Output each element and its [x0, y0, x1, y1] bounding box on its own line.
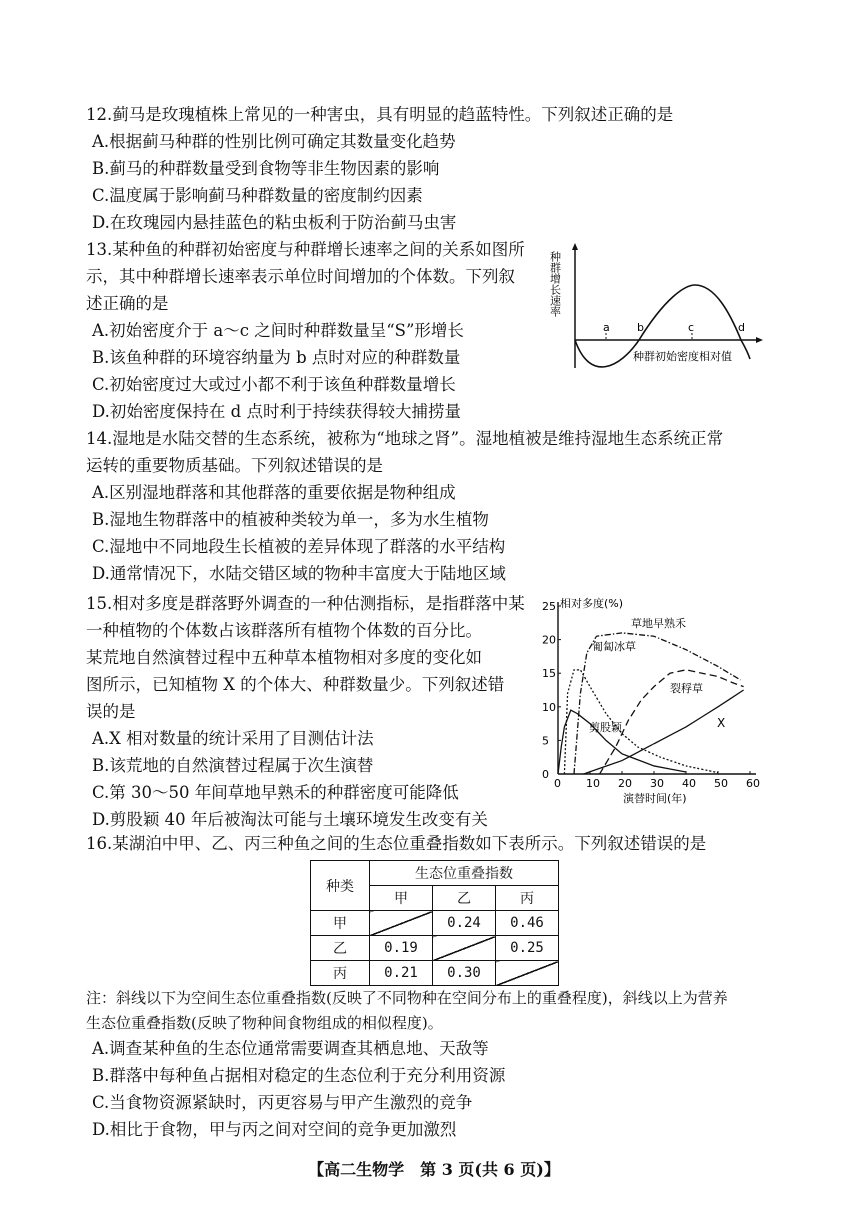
table-row [311, 936, 559, 961]
q13-stem-line-3: 述正确的是 [86, 294, 169, 313]
page-footer: 【高二生物学 第 3 页(共 6 页)】 [308, 1160, 560, 1179]
table-cell: 0.24 [433, 911, 496, 936]
q15-stem-line-4: 图所示，已知植物 X 的个体大、种群数量少。下列叙述错 [86, 675, 505, 694]
q15-y-tick-label: 5 [542, 734, 549, 748]
q15-x-label: 演替时间(年) [623, 792, 687, 805]
q15-y-tick-label: 0 [542, 768, 549, 781]
q13-y-label: 种群增长速率 [548, 251, 562, 317]
q15-series-label-2: 匍匐冰草 [592, 640, 636, 653]
table-col-header: 丙 [496, 886, 559, 911]
q16-option-d: D.相比于食物，甲与丙之间对空间的竞争更加激烈 [92, 1120, 457, 1139]
q13-option-d: D.初始密度保持在 d 点时利于持续获得较大捕捞量 [92, 402, 461, 421]
q13-x-label: 种群初始密度相对值 [633, 350, 732, 363]
q16-option-c: C.当食物资源紧缺时，丙更容易与甲产生激烈的竞争 [92, 1093, 473, 1112]
table-cell: 0.30 [433, 961, 496, 986]
table-diagonal-cell [496, 961, 559, 986]
q12-option-b: B.蓟马的种群数量受到食物等非生物因素的影响 [92, 159, 440, 178]
table-row-header: 丙 [311, 961, 370, 986]
q14-stem-line-1: 14.湿地是水陆交替的生态系统，被称为“地球之肾”。湿地植被是维持湿地生态系统正常 [86, 429, 724, 448]
q13-option-b: B.该鱼种群的环境容纳量为 b 点时对应的种群数量 [92, 348, 461, 367]
q16-note-line-2: 生态位重叠指数(反映了物种间食物组成的相似程度)。 [86, 1014, 443, 1032]
q13-stem-line-1: 13.某种鱼的种群初始密度与种群增长速率之间的关系如图所 [86, 240, 525, 259]
q14-stem-line-2: 运转的重要物质基础。下列叙述错误的是 [86, 456, 383, 475]
q15-stem-line-2: 一种植物的个体数占该群落所有植物个体数的百分比。 [86, 621, 482, 640]
q16-option-a: A.调查某种鱼的生态位通常需要调查其栖息地、天敌等 [92, 1039, 489, 1058]
table-col-header: 甲 [370, 886, 433, 911]
q15-series-label-4: 剪股颖 [589, 721, 622, 734]
q16-note-line-1: 注：斜线以下为空间生态位重叠指数(反映了不同物种在空间分布上的重叠程度)，斜线以上为营养 [86, 989, 728, 1007]
table-cell: 0.25 [496, 936, 559, 961]
q13-label-c: c [688, 321, 695, 334]
q13-option-c: C.初始密度过大或过小都不利于该鱼种群数量增长 [92, 375, 456, 394]
q14-option-d: D.通常情况下，水陆交错区域的物种丰富度大于陆地区域 [92, 564, 506, 583]
q15-x-tick-label: 20 [618, 777, 632, 790]
q15-stem-line-5: 误的是 [86, 702, 136, 721]
table-row-header: 乙 [311, 936, 370, 961]
q14-option-c: C.湿地中不同地段生长植被的差异体现了群落的水平结构 [92, 537, 506, 556]
q15-x-tick-label: 40 [682, 777, 696, 790]
table-diagonal-cell [370, 911, 433, 936]
q15-x-tick-label: 0 [554, 777, 561, 790]
q15-chart [530, 592, 775, 810]
q15-y-label: 相对多度(%) [560, 597, 624, 610]
q15-x-tick-label: 30 [650, 777, 664, 790]
table-row [311, 961, 559, 986]
q12-option-d: D.在玫瑰园内悬挂蓝色的粘虫板利于防治蓟马虫害 [92, 213, 457, 232]
q16-stem: 16.某湖泊中甲、乙、丙三种鱼之间的生态位重叠指数如下表所示。下列叙述错误的是 [86, 834, 707, 853]
q13-label-a: a [603, 321, 610, 334]
q15-stem-line-3: 某荒地自然演替过程中五种草本植物相对多度的变化如 [86, 648, 482, 667]
q14-option-a: A.区别湿地群落和其他群落的重要依据是物种组成 [92, 483, 456, 502]
table-diagonal-cell [433, 936, 496, 961]
q15-option-a: A.X 相对数量的统计采用了目测估计法 [92, 729, 374, 748]
table-corner: 种类 [311, 861, 370, 911]
q14-option-b: B.湿地生物群落中的植被种类较为单一，多为水生植物 [92, 510, 489, 529]
q13-chart [545, 243, 765, 383]
q13-label-d: d [738, 321, 745, 334]
q15-stem-line-1: 15.相对多度是群落野外调查的一种估测指标，是指群落中某 [86, 594, 525, 613]
q13-label-b: b [637, 321, 644, 334]
q15-series-label-5: X [717, 716, 726, 730]
table-cell: 0.19 [370, 936, 433, 961]
q15-x-tick-label: 10 [586, 777, 600, 790]
q15-series-label-1: 草地早熟禾 [631, 617, 686, 630]
q15-option-d: D.剪股颖 40 年后被淘汰可能与土壤环境发生改变有关 [92, 810, 488, 829]
niche-overlap-table [310, 860, 559, 986]
q15-y-tick-label: 15 [542, 667, 556, 681]
q12-option-a: A.根据蓟马种群的性别比例可确定其数量变化趋势 [92, 132, 456, 151]
q15-option-c: C.第 30～50 年间草地早熟禾的种群密度可能降低 [92, 783, 459, 802]
q16-option-b: B.群落中每种鱼占据相对稳定的生态位利于充分利用资源 [92, 1066, 506, 1085]
table-group-header: 生态位重叠指数 [370, 861, 559, 886]
q15-series-label-3: 裂稃草 [670, 682, 703, 695]
q13-option-a: A.初始密度介于 a～c 之间时种群数量呈“S”形增长 [92, 321, 464, 340]
q15-series-line-4 [558, 710, 686, 774]
table-col-header: 乙 [433, 886, 496, 911]
q12-option-c: C.温度属于影响蓟马种群数量的密度制约因素 [92, 186, 423, 205]
table-cell: 0.21 [370, 961, 433, 986]
q15-x-tick-label: 50 [714, 777, 728, 790]
table-row-header: 甲 [311, 911, 370, 936]
q15-series-line-1 [574, 633, 740, 774]
q12-stem: 12.蓟马是玫瑰植株上常见的一种害虫，具有明显的趋蓝特性。下列叙述正确的是 [86, 105, 674, 124]
q15-y-tick-label: 10 [542, 700, 556, 714]
q15-y-tick-label: 25 [542, 600, 556, 613]
q15-x-tick-label: 60 [746, 777, 760, 790]
q15-option-b: B.该荒地的自然演替过程属于次生演替 [92, 756, 374, 775]
q15-y-tick-label: 20 [542, 633, 556, 647]
q13-stem-line-2: 示，其中种群增长速率表示单位时间增加的个体数。下列叙 [86, 267, 515, 286]
table-cell: 0.46 [496, 911, 559, 936]
table-row [311, 911, 559, 936]
